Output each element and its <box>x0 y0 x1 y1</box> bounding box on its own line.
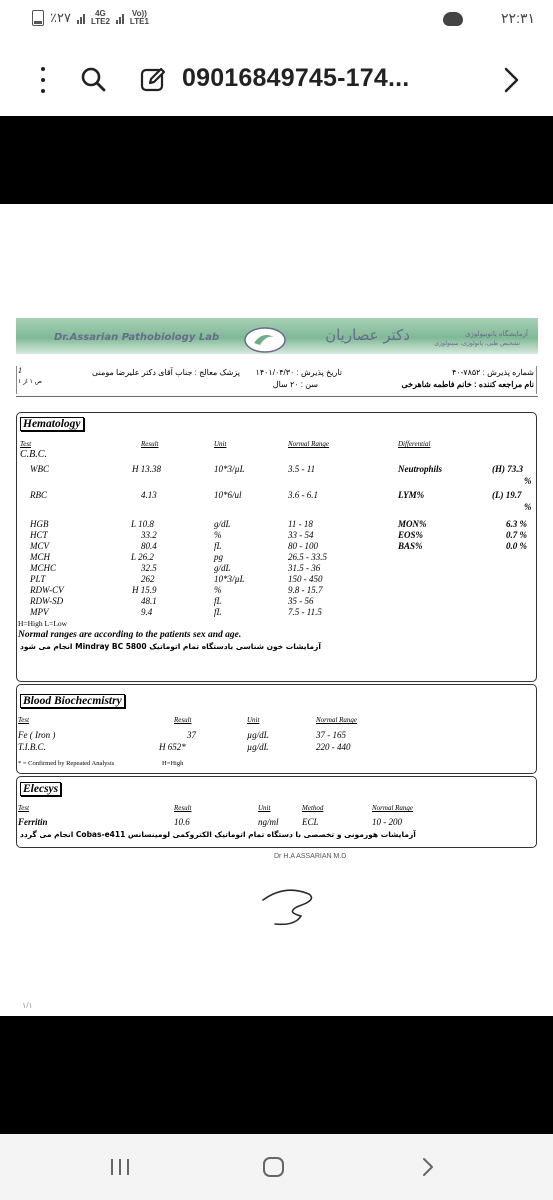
hema-result: 9.4 <box>141 607 153 617</box>
lab-header <box>16 318 538 354</box>
header-separator <box>16 396 538 397</box>
document-title: 09016849745-174... <box>182 64 410 92</box>
hema-result: 80.4 <box>141 541 157 551</box>
bio-header-result: Result <box>174 716 192 724</box>
status-right <box>443 10 535 27</box>
hema-result: H 15.9 <box>132 585 157 595</box>
hema-range: 33 - 54 <box>288 530 314 540</box>
bio-test: Fe ( Iron ) <box>18 730 56 740</box>
hema-unit: fL <box>214 596 222 606</box>
bio-header-range: Normal Range <box>316 716 358 724</box>
signal-icon <box>77 12 85 24</box>
signature-scribble <box>255 882 325 932</box>
diff-value: 0.7 % <box>506 530 527 540</box>
bio-legend: H=High <box>162 760 184 767</box>
referring-doctor: پزشک معالج : جناب آقای دکتر علیرضا مومنی <box>91 368 240 377</box>
reception-number: شماره پذیرش : ۷۸۵۲-۴۰ <box>452 368 534 377</box>
elec-header-result: Result <box>174 804 192 812</box>
lab-subtitle2-fa: تشخیص طبی، پاتولوژی، سیتولوژی <box>434 341 520 347</box>
hema-range: 3.5 - 11 <box>288 464 316 474</box>
elec-unit: ng/ml <box>258 817 279 827</box>
bio-header-unit: Unit <box>247 716 260 724</box>
left-rule <box>16 366 17 394</box>
hema-header-result: Result <box>141 440 159 448</box>
page-sub: ص ۱ از ۱ <box>18 378 43 385</box>
hema-test: RDW-CV <box>30 585 64 595</box>
elec-test: Ferritin <box>18 817 48 827</box>
hema-test: HGB <box>30 519 49 529</box>
hema-legend: H=High L=Low <box>18 619 68 628</box>
status-bar <box>0 0 553 42</box>
diff-name: Neutrophils <box>398 464 443 474</box>
bio-unit: µg/dL <box>247 730 269 740</box>
cloud-icon <box>443 12 463 26</box>
hema-result: L 10.8 <box>131 519 154 529</box>
status-time: ۲۲:۳۱ <box>501 10 535 26</box>
hematology-title: Hematology <box>20 417 84 431</box>
hema-test: PLT <box>30 574 46 584</box>
cbc-label: C.B.C. <box>20 449 47 460</box>
hema-range: 26.5 - 33.5 <box>288 552 327 562</box>
app-toolbar <box>0 42 553 116</box>
bio-result: H 652* <box>159 742 186 752</box>
hema-header-unit: Unit <box>214 440 227 448</box>
biochem-title: Blood Biochecmistry <box>20 694 125 708</box>
diff-pct: % <box>524 476 532 486</box>
network-4g: 4G LTE2 <box>90 9 110 26</box>
page-label: 1 <box>18 366 22 375</box>
elec-header-test: Test <box>18 804 30 812</box>
hema-unit: % <box>214 585 222 595</box>
hema-unit: 10*6/ul <box>214 490 242 500</box>
hema-unit: 10*3/µL <box>214 464 245 474</box>
hema-unit: fL <box>214 541 222 551</box>
lab-logo <box>242 325 288 353</box>
lab-name-en: Dr.Assarian Pathobiology Lab <box>54 332 220 343</box>
diff-name: MON% <box>398 519 427 529</box>
right-rule <box>536 366 537 394</box>
system-nav-bar <box>0 1134 553 1200</box>
hema-test: MCHC <box>30 563 57 573</box>
search-icon[interactable] <box>80 66 106 92</box>
hema-unit: pg <box>214 552 223 562</box>
hema-test: MPV <box>30 607 49 617</box>
lab-name-fa: دکتر عصاریان <box>325 326 410 344</box>
bio-test: T.I.B.C. <box>18 742 46 752</box>
diff-value: (L) 19.7 <box>492 490 522 500</box>
chevron-right-icon[interactable] <box>501 66 521 94</box>
back-icon[interactable] <box>421 1157 435 1177</box>
patient-name: نام مراجعه کننده : خانم فاطمه شاهرخی <box>401 380 534 389</box>
hema-range: 9.8 - 15.7 <box>288 585 323 595</box>
battery-icon <box>32 10 44 26</box>
diff-value: (H) 73.3 <box>492 464 523 474</box>
hema-unit: g/dL <box>214 519 231 529</box>
hema-header-diff: Differential <box>398 440 431 448</box>
hema-result: 32.5 <box>141 563 157 573</box>
bio-range: 220 - 440 <box>316 742 351 752</box>
hema-result: 4.13 <box>141 490 157 500</box>
signature-name: Dr H.A ASSARIAN M.D <box>274 853 347 860</box>
lab-subtitle-fa: آزمایشگاه پاتوبیولوژی <box>465 331 528 338</box>
hema-range: 35 - 56 <box>288 596 314 606</box>
top-black-band <box>0 116 553 204</box>
bottom-black-band <box>0 1016 553 1134</box>
diff-name: LYM% <box>398 490 425 500</box>
hema-test: RBC <box>30 490 47 500</box>
more-options-icon[interactable] <box>34 67 52 93</box>
diff-value: 0.0 % <box>506 541 527 551</box>
hema-result: 33.2 <box>141 530 157 540</box>
bio-confirm: * = Confirmed by Repeated Analysis <box>18 760 115 767</box>
bio-unit: µg/dL <box>247 742 269 752</box>
hema-header-test: Test <box>20 440 32 448</box>
signal-icon-2 <box>116 12 124 24</box>
elec-header-range: Normal Range <box>372 804 414 812</box>
diff-name: EOS% <box>398 530 424 540</box>
elec-method-fa: آزمایشات هورمونی و تخصصی با دستگاه تمام اتوماتیک الکتروکمی لومینسانس Cobas-e411 انجام می گردد <box>20 830 416 839</box>
recent-apps-icon[interactable] <box>111 1159 129 1175</box>
hema-result: 48.1 <box>141 596 157 606</box>
hema-range: 3.6 - 6.1 <box>288 490 318 500</box>
status-left <box>32 10 149 26</box>
edit-icon[interactable] <box>140 66 166 92</box>
hema-range: 80 - 100 <box>288 541 318 551</box>
hema-result: L 26.2 <box>131 552 154 562</box>
reception-date: تاریخ پذیرش : ۱۴۰۱/۰۴/۳۰ <box>255 368 342 377</box>
bio-result: 37 <box>187 730 196 740</box>
diff-value: 6.3 % <box>506 519 527 529</box>
hema-unit: fL <box>214 607 222 617</box>
hema-unit: g/dL <box>214 563 231 573</box>
hema-test: MCV <box>30 541 49 551</box>
bio-range: 37 - 165 <box>316 730 346 740</box>
network-lte1: Vo)) LTE1 <box>129 9 149 26</box>
page-number: ۱/۱ <box>22 1001 33 1010</box>
hema-test: HCT <box>30 530 48 540</box>
hema-range: 150 - 450 <box>288 574 323 584</box>
hema-result: 262 <box>141 574 155 584</box>
hema-unit: 10*3/µL <box>214 574 245 584</box>
elec-header-unit: Unit <box>258 804 271 812</box>
home-icon[interactable] <box>263 1157 284 1177</box>
hema-method-fa: آزمایشات خون شناسی بادستگاه تمام اتوماتیک Mindray BC 5800 انجام می شود <box>20 642 321 651</box>
hema-test: MCH <box>30 552 50 562</box>
hema-result: H 13.38 <box>132 464 161 474</box>
hema-note: Normal ranges are according to the patients sex and age. <box>18 630 242 640</box>
hema-range: 11 - 18 <box>288 519 313 529</box>
hema-header-range: Normal Range <box>288 440 330 448</box>
elec-header-method: Method <box>302 804 324 812</box>
diff-pct: % <box>524 502 532 512</box>
elecsys-title: Elecsys <box>20 782 61 796</box>
hema-unit: % <box>214 530 222 540</box>
hema-test: WBC <box>30 464 49 474</box>
hema-range: 31.5 - 36 <box>288 563 321 573</box>
diff-name: BAS% <box>398 541 423 551</box>
bio-header-test: Test <box>18 716 30 724</box>
patient-age: سن : ۲۰ سال <box>272 380 318 389</box>
elec-method: ECL <box>302 817 319 827</box>
elec-range: 10 - 200 <box>372 817 402 827</box>
lab-report <box>16 318 538 868</box>
elec-result: 10.6 <box>174 817 190 827</box>
hema-test: RDW-SD <box>30 596 64 606</box>
hema-range: 7.5 - 11.5 <box>288 607 322 617</box>
battery-level: ٪۲۷ <box>50 10 71 25</box>
